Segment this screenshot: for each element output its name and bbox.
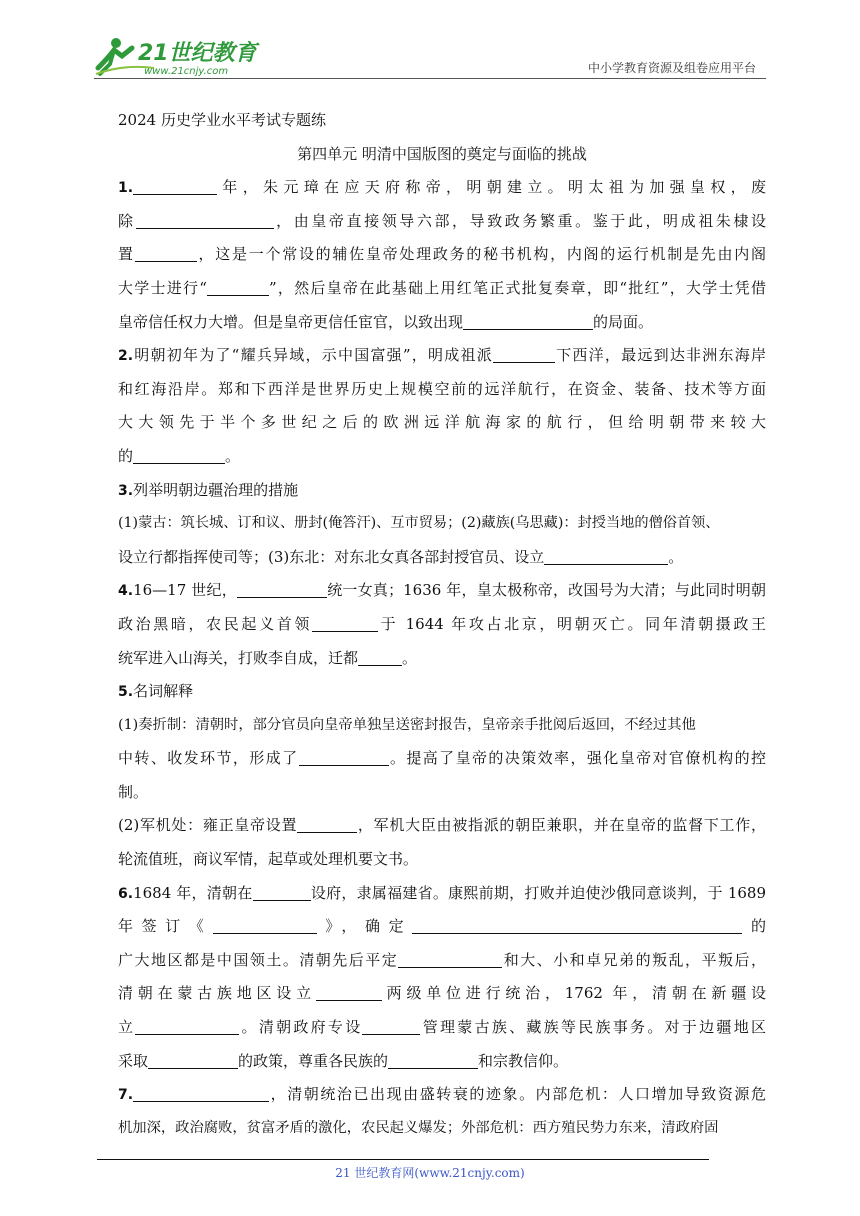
blank xyxy=(253,883,311,901)
q5-line-2: (1)奏折制：清朝时，部分官员向皇帝单独呈送密封报告，皇帝亲手批阅后返回，不经过其他 xyxy=(118,716,696,733)
platform-label: 中小学教育资源及组卷应用平台 xyxy=(587,61,756,75)
q3-line-3: 设立行都指挥使司等；(3)东北：对东北女真各部封授官员、设立 。 xyxy=(118,547,684,566)
blank xyxy=(312,614,378,632)
blank xyxy=(493,345,555,363)
q4-number: 4. xyxy=(118,583,134,600)
q2-line-2: 和红海沿岸。郑和下西洋是世界历史上规模空前的远洋航行，在资金、装备、技术等方面 xyxy=(118,379,766,398)
blank xyxy=(398,950,502,968)
blank xyxy=(316,983,382,1001)
q7-line-1: 7. ，清朝统治已出现由盛转衰的迹象。内部危机：人口增加导致资源危 xyxy=(118,1085,766,1104)
page-header xyxy=(94,34,766,80)
document-body xyxy=(118,104,766,1145)
q6-number: 6. xyxy=(118,885,134,902)
q6-line-1: 6.1684 年，清朝在 设府，隶属福建省。康熙前期，打败并迫使沙俄同意谈判，于 1689 xyxy=(118,883,766,902)
blank xyxy=(237,580,327,598)
q2-number: 2. xyxy=(118,348,134,365)
q3-line-1: 3.列举明朝边疆治理的措施 xyxy=(118,480,299,499)
q1-line-4: 大学士进行“ ”，然后皇帝在此基础上用红笔正式批复奏章，即“批红”，大学士凭借 xyxy=(118,278,766,297)
blank xyxy=(133,446,225,464)
blank xyxy=(463,312,593,330)
svg-text:www.21cnjy.com: www.21cnjy.com xyxy=(144,66,229,77)
q5-line-5: (2)军机处：雍正皇帝设置 ，军机大臣由被指派的朝臣兼职，并在皇帝的监督下工作， xyxy=(118,816,766,835)
q5-line-4: 制。 xyxy=(118,782,149,801)
q1-line-5: 皇帝信任权力大增。但是皇帝更信任宦官，以致出现 的局面。 xyxy=(118,312,654,331)
q4-line-1: 4.16—17 世纪， 统一女真；1636 年，皇太极称帝，改国号为大清；与此同时明朝 xyxy=(118,581,766,600)
blank xyxy=(133,1084,269,1102)
blank xyxy=(299,748,389,766)
blank xyxy=(135,1017,239,1035)
svg-text:21世纪教育: 21世纪教育 xyxy=(138,41,257,66)
q5-line-3: 中转、收发环节，形成了 。提高了皇帝的决策效率，强化皇帝对官僚机构的控 xyxy=(118,749,766,768)
q5-line-1: 5.名词解释 xyxy=(118,682,194,701)
q7-number: 7. xyxy=(118,1087,134,1104)
blank xyxy=(297,815,357,833)
blank xyxy=(213,916,317,934)
blank xyxy=(207,278,269,296)
blank xyxy=(358,648,402,666)
blank xyxy=(135,244,197,262)
blank xyxy=(544,547,668,565)
q2-line-3: 大大领先于半个多世纪之后的欧洲远洋航海家的航行，但给明朝带来较大 xyxy=(118,413,766,432)
q3-line-2: (1)蒙古：筑长城、订和议、册封(俺答汗)、互市贸易；(2)藏族(乌思藏)：封授当地的僧俗首领、 xyxy=(118,515,720,532)
blank xyxy=(148,1051,238,1069)
q1-line-2: 除 ，由皇帝直接领导六部，导致政务繁重。鉴于此，明成祖朱棣设 xyxy=(118,211,766,230)
q3-number: 3. xyxy=(118,482,134,499)
q5-line-6: 轮流值班，商议军情，起草或处理机要文书。 xyxy=(118,850,419,869)
21cnjy-logo xyxy=(94,34,264,78)
q1-line-1: 1. 年，朱元璋在应天府称帝，明朝建立。明太祖为加强皇权，废 xyxy=(118,178,766,197)
footer-divider xyxy=(97,1159,709,1160)
q2-line-4: 的 。 xyxy=(118,446,241,465)
q6-line-2: 年签订《 》，确定 的 xyxy=(118,917,766,936)
q4-line-2: 政治黑暗，农民起义首领 于 1644 年攻占北京，明朝灭亡。同年清朝摄政王 xyxy=(118,614,766,633)
blank xyxy=(136,211,274,229)
footer-link[interactable]: 21 世纪教育网(www.21cnjy.com) xyxy=(335,1166,525,1180)
q1-number: 1. xyxy=(118,180,134,197)
q4-line-3: 统军进入山海关，打败李自成，迁都 。 xyxy=(118,648,418,667)
q5-number: 5. xyxy=(118,684,134,701)
blank xyxy=(388,1051,478,1069)
header-divider xyxy=(94,78,766,79)
q7-line-2: 机加深，政治腐败，贫富矛盾的激化，农民起义爆发；外部危机：西方殖民势力东来，清政府固 xyxy=(118,1119,719,1136)
q6-line-5: 立 。清朝政府专设 管理蒙古族、藏族等民族事务。对于边疆地区 xyxy=(118,1018,766,1037)
q1-line-3: 置 ，这是一个常设的辅佐皇帝处理政务的秘书机构，内阁的运行机制是先由内阁 xyxy=(118,245,766,264)
q6-line-3: 广大地区都是中国领土。清朝先后平定 和大、小和卓兄弟的叛乱，平叛后， xyxy=(118,950,766,969)
q6-line-4: 清朝在蒙古族地区设立 两级单位进行统治，1762 年，清朝在新疆设 xyxy=(118,984,766,1003)
q6-line-6: 采取 的政策，尊重各民族的 和宗教信仰。 xyxy=(118,1051,569,1070)
blank xyxy=(412,916,742,934)
unit-title: 第四单元 明清中国版图的奠定与面临的挑战 xyxy=(297,144,587,163)
doc-title: 2024 历史学业水平考试专题练 xyxy=(118,111,326,129)
blank xyxy=(362,1017,420,1035)
q2-line-1: 2.明朝初年为了“耀兵异域，示中国富强”，明成祖派 下西洋，最远到达非洲东海岸 xyxy=(118,346,766,365)
blank xyxy=(133,177,217,195)
